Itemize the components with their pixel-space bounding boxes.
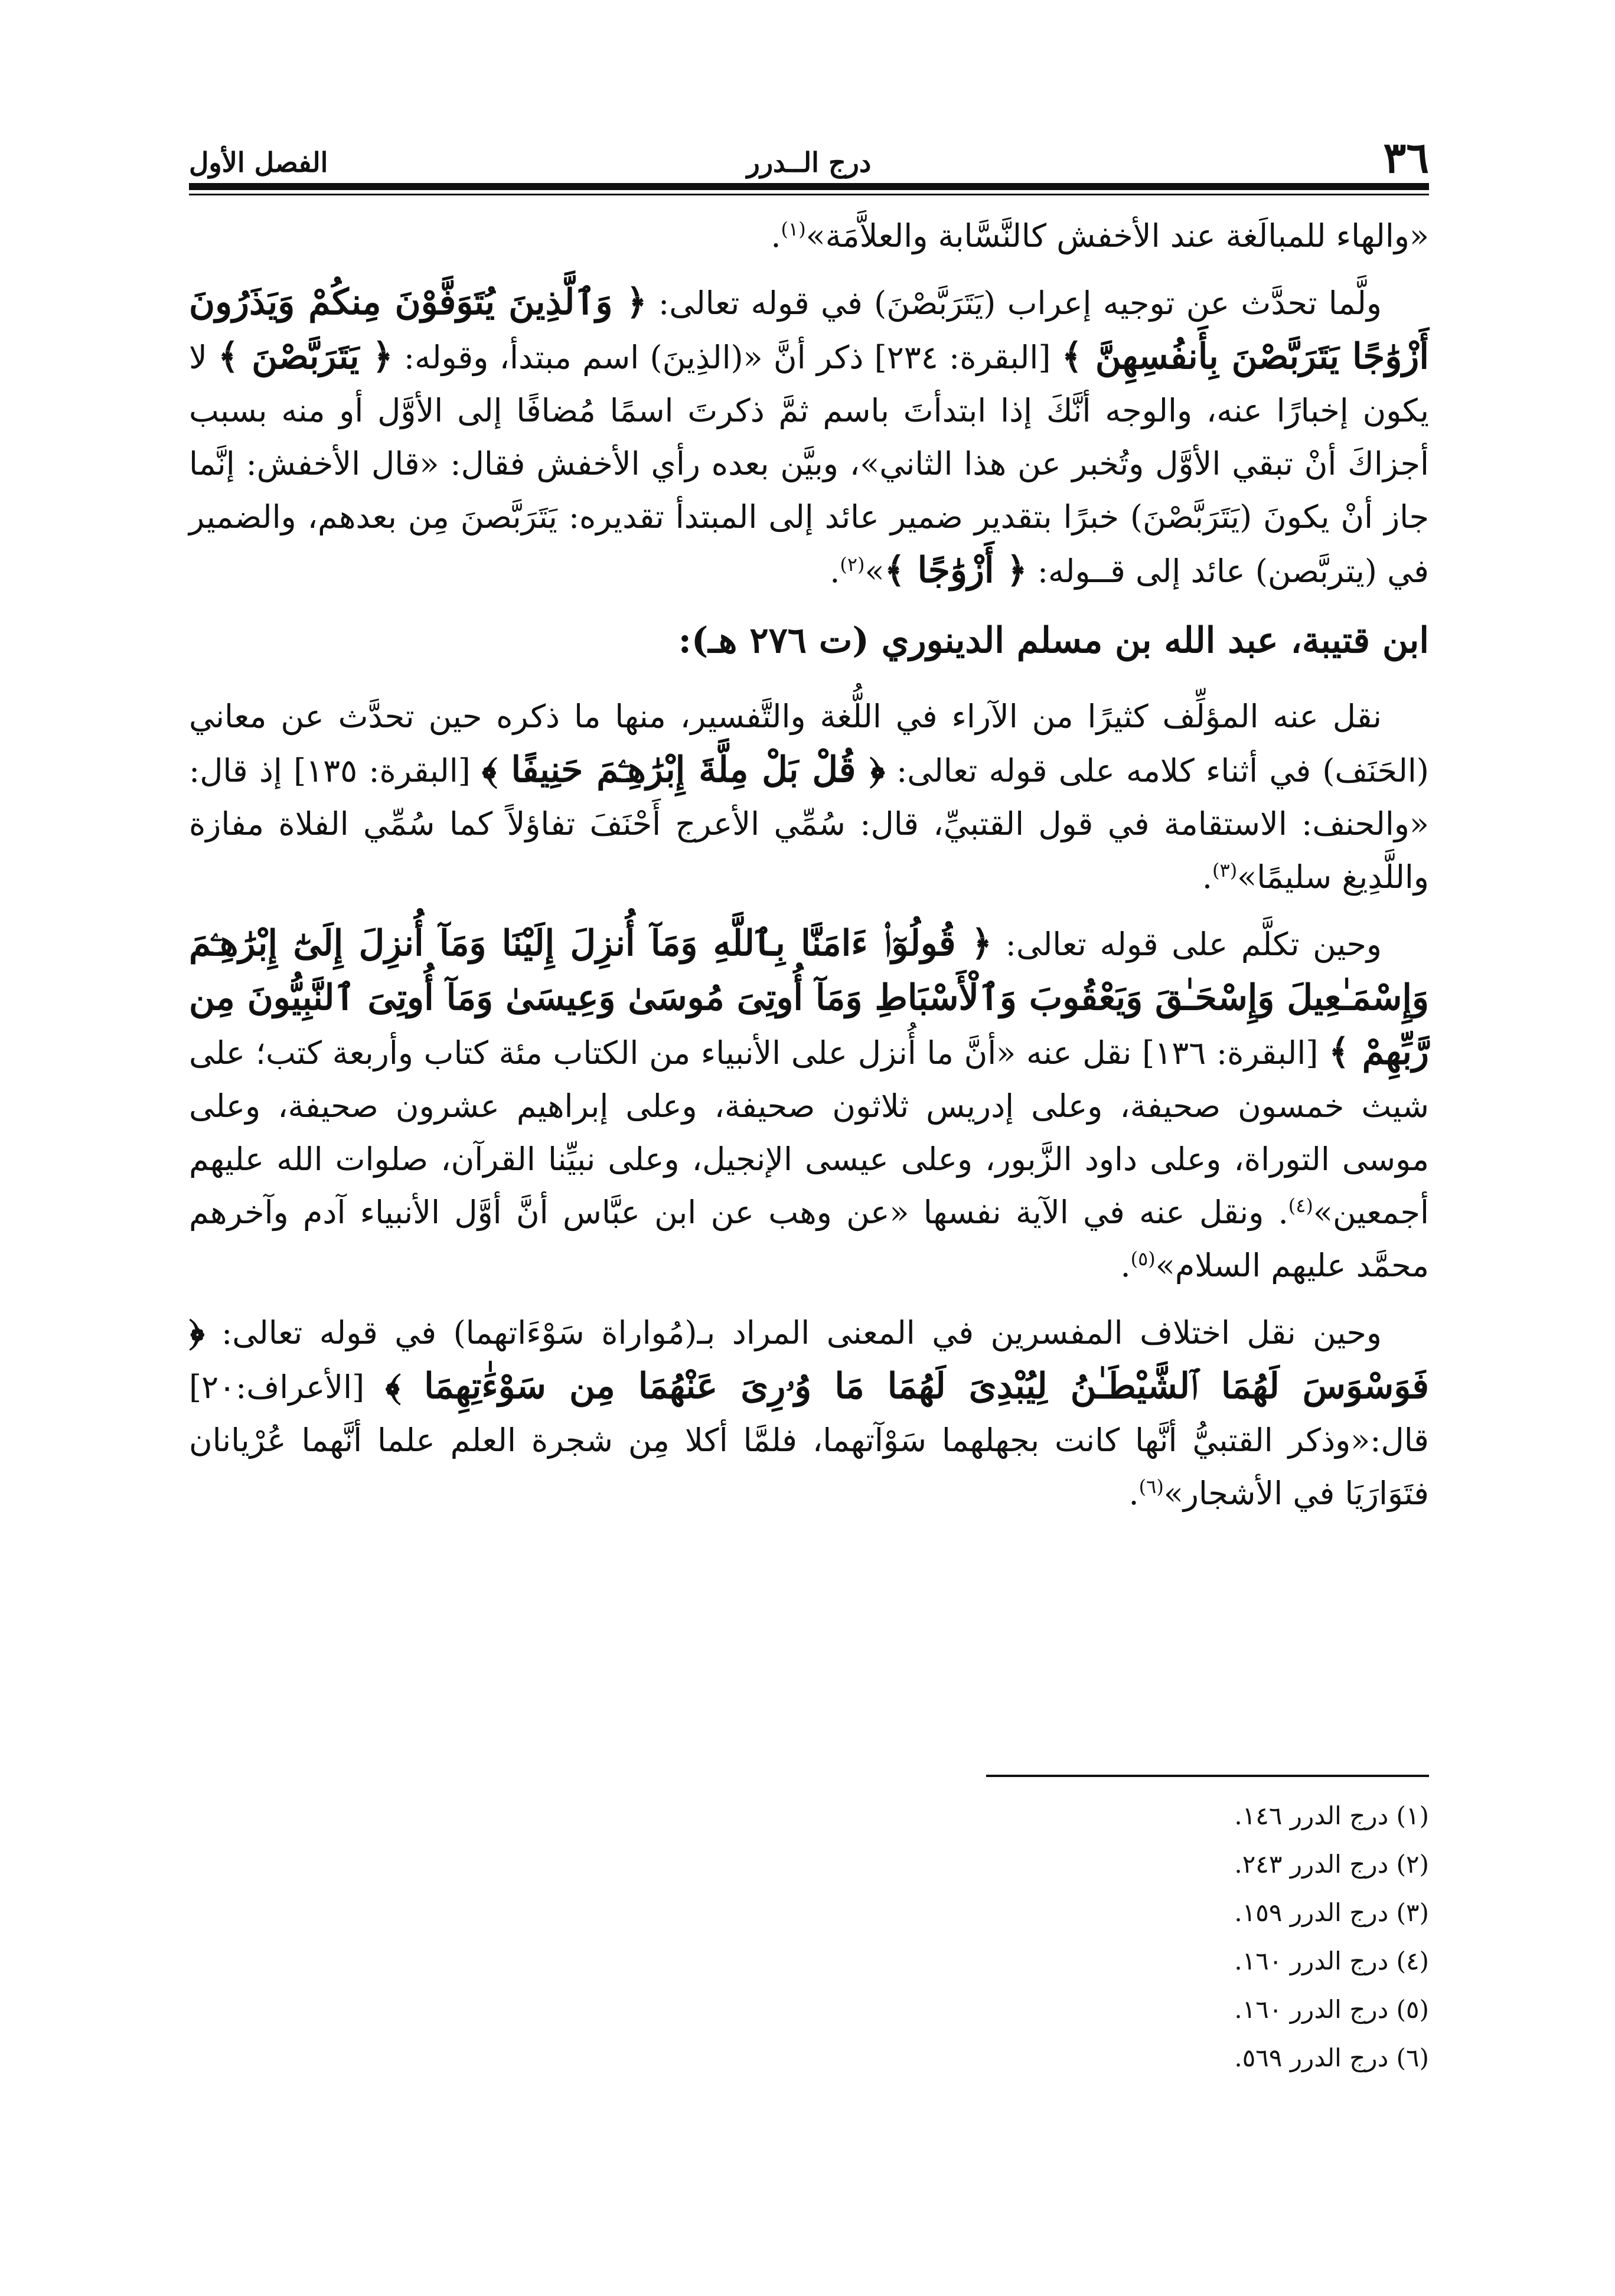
quran-verse: ﴿ وَٱلَّذِينَ يُتَوَفَّوْنَ مِنكُمْ وَيَذَرُونَ أَزْوَٰجًا يَتَرَبَّصْنَ بِأَنفُسِهِنَّ ﴾ [189,282,1429,377]
p1-text: «والهاء للمبالَغة عند الأخفش كالنَّسَّابة والعلاَّمَة» [805,217,1429,254]
quran-verse: ﴿ قُلْ بَلْ مِلَّةَ إِبْرَٰهِـۧمَ حَنِيفًا ﴾ [481,749,885,791]
p4-text-b: [البقرة: ١٣٦] نقل عنه «أنَّ ما أُنزل على الأنبياء من الكتاب مئة كتاب وأربعة كتب؛ على شيث خمسون صحيفة، وعلى إدريس ثلاثون صحيفة، وعلى إبراهيم عشرون صحيفة، وعلى موسى التوراة، وعلى داود الزَّبور، وعلى عيسى الإنجيل، وعلى نبيِّنا القرآن، صلوات الله عليهم أجمعين» [189,1034,1429,1231]
p3-text-a: نقل عنه المؤلِّف كثيرًا من الآراء في اللُّغة والتَّفسير، منها ما ذكره حين تحدَّث عن معاني (الحَنَف) في أثناء كلامه على قوله تعالى: [189,698,1429,789]
p2-text-b: [البقرة: ٢٣٤] ذكر أنَّ «(الذِينَ) اسم مبتدأ، وقوله: [403,339,1051,376]
footnotes [945,1792,1429,2082]
p2-text-a: ولَّما تحدَّث عن توجيه إعراب (يَتَرَبَّصْنَ) في قوله تعالى: [658,285,1382,322]
page-header [189,132,1429,183]
footnote-item: (٤) درج الدرر ١٦٠. [1234,1946,1429,1975]
p5-text-b: [الأعراف:٢٠] قال:«وذكر القتبيُّ أنَّها كانت بجهلهما سَوْآتهما، فلمَّا أكلا مِن شجرة العلم علما أنَّهما عُرْيانان فتَوَارَيَا في الأشجار» [189,1369,1429,1512]
footnote-rule [986,1775,1429,1777]
header-rule-thin [189,194,1429,195]
p5-text-a: وحين نقل اختلاف المفسرين في المعنى المراد بـ(مُواراة سَوْءَاتهما) في قوله تعالى: [221,1314,1382,1351]
p4-text-a: وحين تكلَّم على قوله تعالى: [1005,926,1382,963]
chapter-title: الفصل الأول [189,146,328,178]
paragraph-2: ولَّما تحدَّث عن توجيه إعراب (يَتَرَبَّصْنَ) في قوله تعالى: ﴿ وَٱلَّذِينَ يُتَوَفَّوْنَ مِنكُمْ وَيَذَرُونَ أَزْوَٰجًا يَتَرَبَّصْنَ بِأَنفُسِهِنَّ ﴾ [البقرة: ٢٣٤] ذكر أنَّ «(الذِينَ) اسم مبتدأ، وقوله: ﴿ يَتَرَبَّصْنَ ﴾ لا يكون إخبارًا عنه، والوجه أنَّكَ إذا ابتدأتَ باسم ثمَّ ذكرتَ اسمًا مُضافًا إلى الأوَّل أو منه بسبب أجزاكَ أنْ تبقي الأوَّل وتُخبر عن هذا الثاني»، وبيَّن بعده رأي الأخفش فقال: «قال الأخفش: إنَّما جاز أنْ يكونَ (يَتَرَبَّصْنَ) خبرًا بتقدير ضمير عائد إلى المبتدأ تقديره: يَتَرَبَّصنَ مِن بعدهم، والضمير في (يتربَّصن) عائد إلى قــوله: ﴿ أَزْوَٰجًا ﴾»$^{(٢)}$. [189,282,1429,591]
quran-verse: ﴿ أَزْوَٰجًا ﴾ [884,550,1027,591]
header-rule-thick [189,183,1429,190]
footnote-item: (٥) درج الدرر ١٦٠. [1234,1995,1429,2024]
footnote-ref-3: (٣) [1212,859,1238,881]
footnote-ref-1: (١) [781,218,806,240]
p3-text-b: [البقرة: ١٣٥] إذ قال: «والحنف: الاستقامة في قول القتبيِّ، قال: سُمِّي الأعرج أَحْنَفَ تفاؤلاً كما سُمِّي الفلاة مفازة واللَّدِيغ سليمًا» [189,752,1429,896]
paragraph-4: وحين تكلَّم على قوله تعالى: ﴿ قُولُوٓا۟ ءَامَنَّا بِٱللَّهِ وَمَآ أُنزِلَ إِلَيْنَا وَمَآ أُنزِلَ إِلَىٰٓ إِبْرَٰهِـۧمَ وَإِسْمَـٰعِيلَ وَإِسْحَـٰقَ وَيَعْقُوبَ وَٱلْأَسْبَاطِ وَمَآ أُوتِىَ مُوسَىٰ وَعِيسَىٰ وَمَآ أُوتِىَ ٱلنَّبِيُّونَ مِن رَّبِّهِمْ ﴾ [البقرة: ١٣٦] نقل عنه «أنَّ ما أُنزل على الأنبياء من الكتاب مئة كتاب وأربعة كتب؛ على شيث خمسون صحيفة، وعلى إدريس ثلاثون صحيفة، وعلى إبراهيم عشرون صحيفة، وعلى موسى التوراة، وعلى داود الزَّبور، وعلى عيسى الإنجيل، وعلى نبيِّنا القرآن، صلوات الله عليهم أجمعين»$^{(٤)}$. ونقل عنه في الآية نفسها «عن وهب عن ابن عبَّاس أنَّ أوَّل الأنبياء آدم وآخرهم محمَّد عليهم السلام»$^{(٥)}$. [189,923,1429,1284]
footnote-item: (١) درج الدرر ١٤٦. [1234,1801,1429,1830]
main-text [189,210,1429,1533]
paragraph-3: نقل عنه المؤلِّف كثيرًا من الآراء في اللُّغة والتَّفسير، منها ما ذكره حين تحدَّث عن معاني (الحَنَف) في أثناء كلامه على قوله تعالى: ﴿ قُلْ بَلْ مِلَّةَ إِبْرَٰهِـۧمَ حَنِيفًا ﴾ [البقرة: ١٣٥] إذ قال: «والحنف: الاستقامة في قول القتبيِّ، قال: سُمِّي الأعرج أَحْنَفَ تفاؤلاً كما سُمِّي الفلاة مفازة واللَّدِيغ سليمًا»$^{(٣)}$. [189,698,1429,896]
paragraph-1: «والهاء للمبالَغة عند الأخفش كالنَّسَّابة والعلاَّمَة»$^{(١)}$. [771,217,1429,254]
page-number: ٣٦ [1383,132,1429,182]
quran-verse: ﴿ يَتَرَبَّصْنَ ﴾ [218,336,393,377]
footnote-ref-6: (٦) [1138,1475,1164,1498]
footnote-ref-5: (٥) [1130,1247,1156,1270]
footnote-item: (٦) درج الدرر ٥٦٩. [1234,2043,1429,2072]
section-heading: ابن قتيبة، عبد الله بن مسلم الدينوري (ت ٢٧٦ هـ): [678,620,1429,661]
footnote-item: (٣) درج الدرر ١٥٩. [1234,1898,1429,1927]
footnote-ref-2: (٢) [840,553,865,576]
paragraph-5: وحين نقل اختلاف المفسرين في المعنى المراد بـ(مُواراة سَوْءَاتهما) في قوله تعالى: ﴿ فَوَسْوَسَ لَهُمَا ٱلشَّيْطَـٰنُ لِيُبْدِىَ لَهُمَا مَا وُۥرِىَ عَنْهُمَا مِن سَوْءَٰتِهِمَا ﴾ [الأعراف:٢٠] قال:«وذكر القتبيُّ أنَّها كانت بجهلهما سَوْآتهما، فلمَّا أكلا مِن شجرة العلم علما أنَّهما عُرْيانان فتَوَارَيَا في الأشجار»$^{(٦)}$. [189,1311,1429,1512]
footnote-ref-4: (٤) [1288,1194,1313,1217]
p4-text-c: . ونقل عنه في الآية نفسها «عن وهب عن ابن عبَّاس أنَّ أوَّل الأنبياء آدم وآخرهم محمَّد عليهم السلام» [189,1194,1429,1284]
quran-verse: ﴿ فَوَسْوَسَ لَهُمَا ٱلشَّيْطَـٰنُ لِيُبْدِىَ لَهُمَا مَا وُۥرِىَ عَنْهُمَا مِن سَوْءَٰتِهِمَا ﴾ [189,1311,1429,1407]
running-title: درج الــدرر [746,146,872,178]
p2-text-c: لا يكون إخبارًا عنه، والوجه أنَّكَ إذا ابتدأتَ باسم ثمَّ ذكرتَ اسمًا مُضافًا إلى الأوَّل أو منه بسبب أجزاكَ أنْ تبقي الأوَّل وتُخبر عن هذا الثاني»، وبيَّن بعده رأي الأخفش فقال: «قال الأخفش: إنَّما جاز أنْ يكونَ (يَتَرَبَّصْنَ) خبرًا بتقدير ضمير عائد إلى المبتدأ تقديره: يَتَرَبَّصنَ مِن بعدهم، والضمير في (يتربَّصن) عائد إلى قــوله: [189,339,1429,590]
footnote-item: (٢) درج الدرر ٢٤٣. [1234,1850,1429,1879]
quran-verse: ﴿ قُولُوٓا۟ ءَامَنَّا بِٱللَّهِ وَمَآ أُنزِلَ إِلَيْنَا وَمَآ أُنزِلَ إِلَىٰٓ إِبْرَٰهِـۧمَ وَإِسْمَـٰعِيلَ وَإِسْحَـٰقَ وَيَعْقُوبَ وَٱلْأَسْبَاطِ وَمَآ أُوتِىَ مُوسَىٰ وَعِيسَىٰ وَمَآ أُوتِىَ ٱلنَّبِيُّونَ مِن رَّبِّهِمْ ﴾ [189,923,1429,1073]
